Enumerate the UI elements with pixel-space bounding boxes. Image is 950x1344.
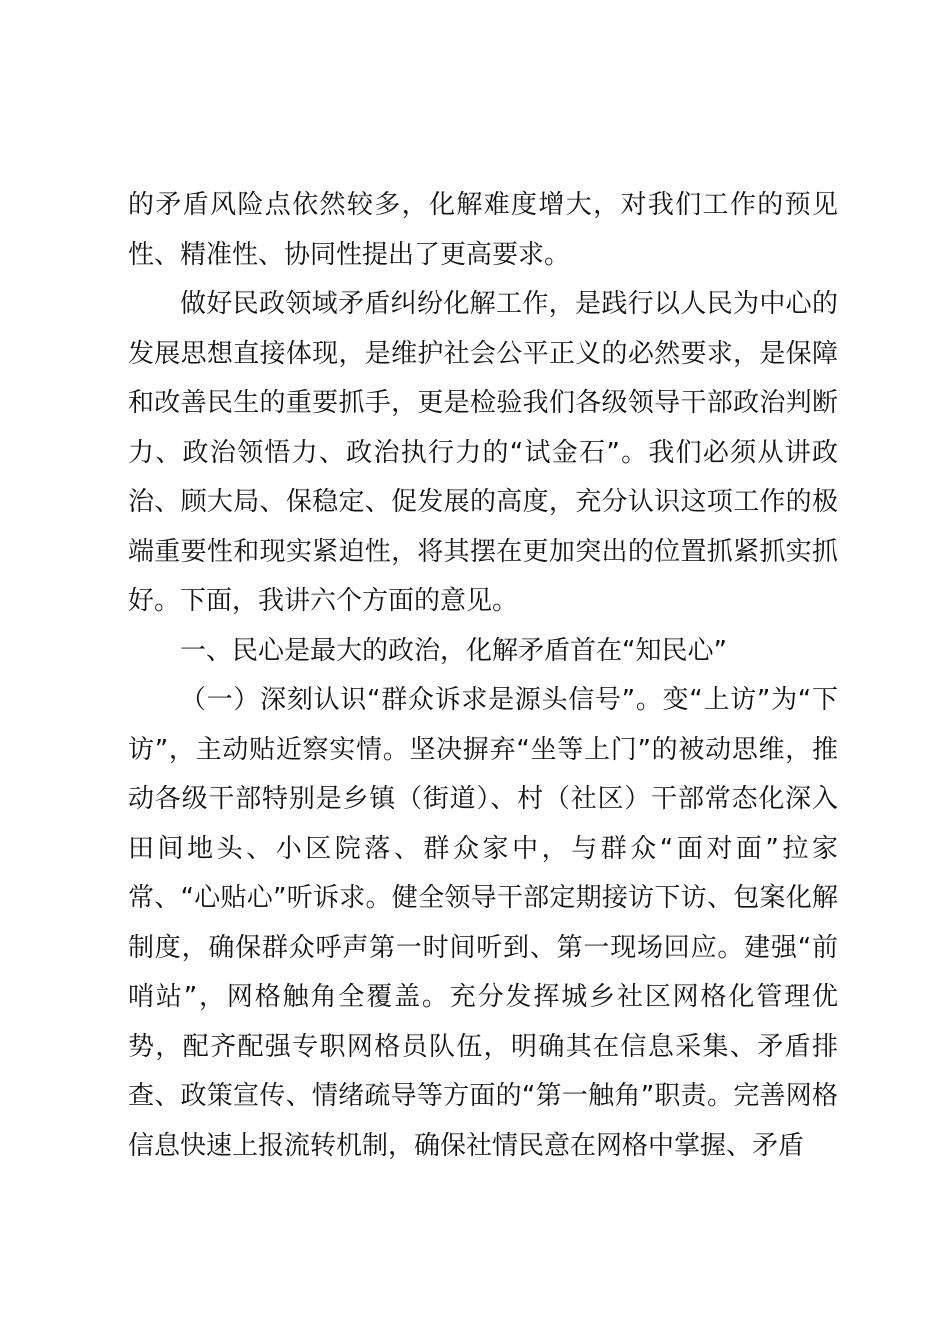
paragraph-continuation: 的矛盾风险点依然较多，化解难度增大，对我们工作的预见性、精准性、协同性提出了更高要求。 <box>128 190 838 270</box>
document-body <box>128 181 838 1171</box>
section-heading-1: 一、民心是最大的政治，化解矛盾首在“知民心” <box>180 635 727 666</box>
paragraph-subsection-1: （一）深刻认识“群众诉求是源头信号”。变“上访”为“下访”，主动贴近察实情。坚决摒弃“坐等上门”的被动思维，推动各级干部特别是乡镇（街道）、村（社区）干部常态化深入田间地头、小区院落、群众家中，与群众“面对面”拉家常、“心贴心”听诉求。健全领导干部定期接访下访、包案化解制度，确保群众呼声第一时间听到、第一现场回应。建强“前哨站”，网格触角全覆盖。充分发挥城乡社区网格化管理优势，配齐配强专职网格员队伍，明确其在信息采集、矛盾排查、政策宣传、情绪疏导等方面的“第一触角”职责。完善网格信息快速上报流转机制，确保社情民意在网格中掌握、矛盾 <box>128 685 838 1161</box>
paragraph-significance: 做好民政领域矛盾纠纷化解工作，是践行以人民为中心的发展思想直接体现，是维护社会公平正义的必然要求，是保障和改善民生的重要抓手，更是检验我们各级领导干部政治判断力、政治领悟力、政治执行力的“试金石”。我们必须从讲政治、顾大局、保稳定、促发展的高度，充分认识这项工作的极端重要性和现实紧迫性，将其摆在更加突出的位置抓紧抓实抓好。下面，我讲六个方面的意见。 <box>128 289 838 616</box>
